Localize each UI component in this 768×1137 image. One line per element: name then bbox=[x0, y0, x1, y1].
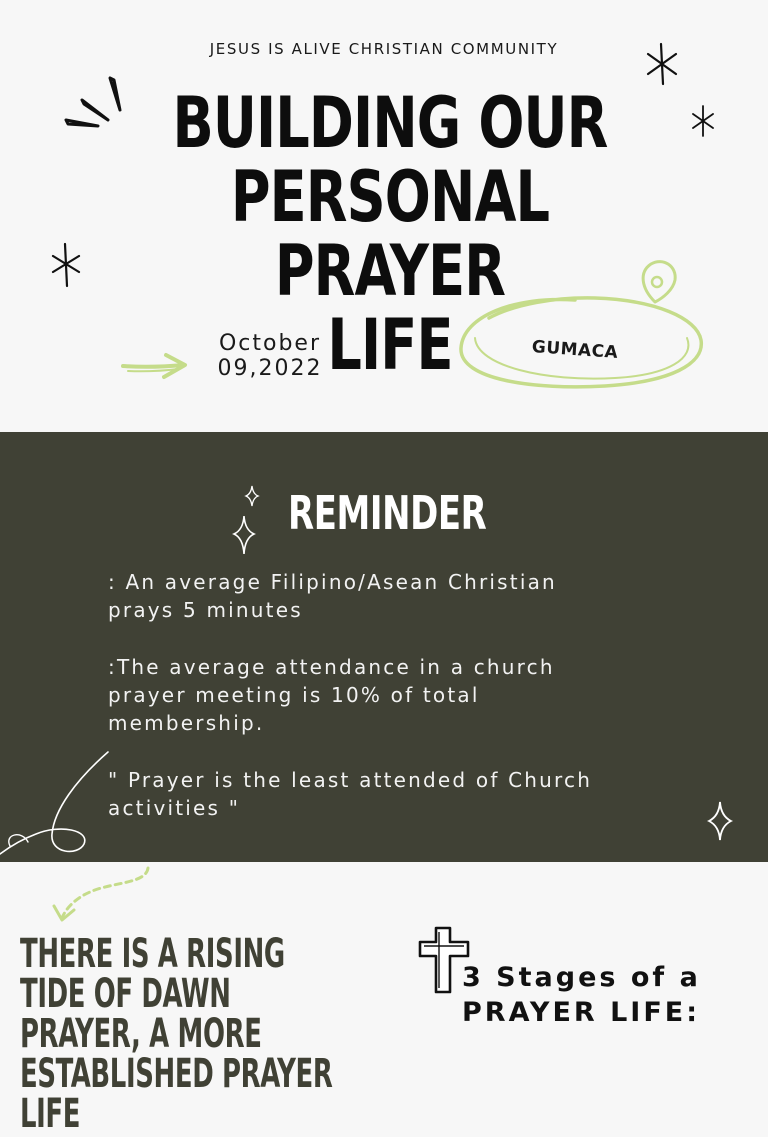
title-line: LIFE bbox=[327, 304, 453, 386]
twinkle-star-icon bbox=[230, 484, 260, 558]
sparkle-star-icon bbox=[644, 42, 680, 86]
date-line: October bbox=[218, 331, 322, 356]
location-label: GUMACA bbox=[531, 337, 619, 363]
arrow-right-icon bbox=[120, 350, 190, 382]
reminder-title: REMINDER bbox=[288, 486, 487, 540]
burst-lines-icon bbox=[60, 70, 130, 132]
swoosh-line-icon bbox=[0, 750, 112, 862]
event-date bbox=[200, 331, 340, 381]
community-name: JESUS IS ALIVE CHRISTIAN COMMUNITY bbox=[209, 40, 559, 58]
title-line: BUILDING OUR bbox=[172, 82, 608, 164]
reminder-item: :The average attendance in a church prayer meeting is 10% of total membership. bbox=[108, 655, 555, 735]
sparkle-star-left-icon bbox=[50, 242, 82, 288]
reminder-item: : An average Filipino/Asean Christian prays 5 minutes bbox=[108, 570, 557, 622]
dashed-arrow-icon bbox=[50, 862, 160, 928]
reminder-section bbox=[0, 432, 768, 862]
location-circle-icon bbox=[455, 258, 710, 398]
stages-line: 3 Stages of a bbox=[462, 962, 701, 993]
bottom-section bbox=[0, 862, 768, 1137]
date-line: 09,2022 bbox=[217, 356, 323, 381]
twinkle-star-right-icon bbox=[706, 800, 734, 842]
header-section bbox=[0, 0, 768, 432]
stages-heading bbox=[462, 960, 762, 1030]
rising-tide-heading: THERE IS A RISING TIDE OF DAWN PRAYER, A MORE ESTABLISHED PRAYER LIFE bbox=[20, 931, 333, 1137]
title-line: PERSONAL PRAYER bbox=[230, 156, 550, 312]
sparkle-star-small-icon bbox=[690, 104, 716, 138]
reminder-item: " Prayer is the least attended of Church activities " bbox=[108, 768, 593, 820]
stages-line: PRAYER LIFE: bbox=[462, 997, 701, 1028]
